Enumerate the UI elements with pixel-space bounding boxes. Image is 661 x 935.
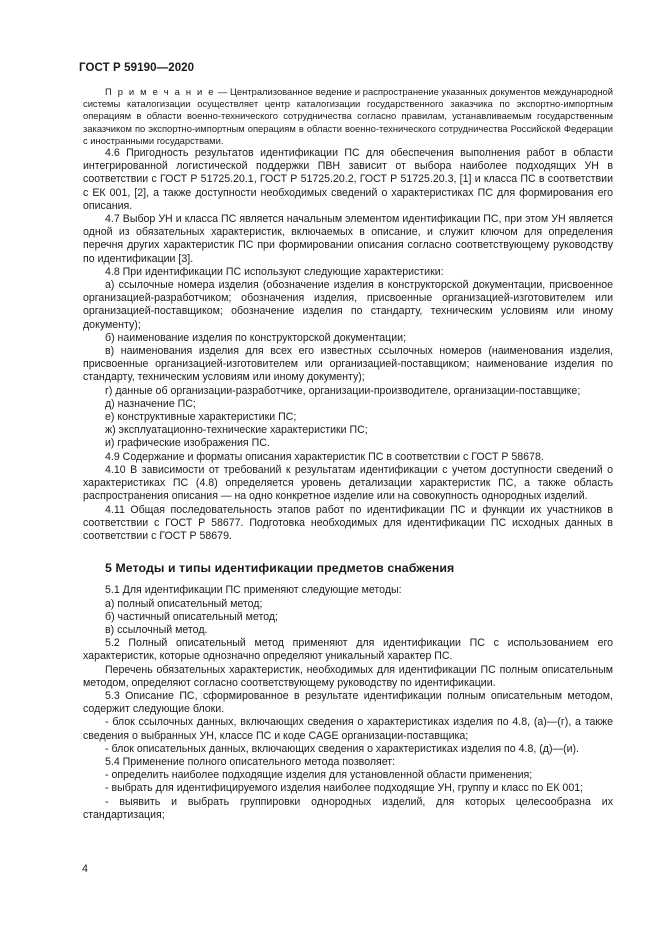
document-body — [83, 86, 613, 822]
paragraph-5-2: 5.2 Полный описательный метод применяют для идентификации ПС с использованием его характеристик, которые однозначно определяют уникальный характер ПС. — [83, 637, 613, 663]
paragraph-5-1: 5.1 Для идентификации ПС применяют следующие методы: — [105, 584, 402, 597]
document-code-header: ГОСТ Р 59190—2020 — [79, 62, 195, 74]
paragraph-4-11: 4.11 Общая последовательность этапов работ по идентификации ПС и функции их участников в соответствии с ГОСТ Р 58677. Подготовка необходимых для идентификации ПС исходных данных в соответствии с ГОСТ Р 58679. — [83, 503, 613, 542]
note-text: — Централизованное ведение и распространение указанных документов международной системы каталогизации осуществляет центр каталогизации государственного заказчика по экспортно-импортным операциям в области военно-технического сотрудничества согласно правилам, устанавливаемым государственным заказчиком по экспортно-импортным операциям в области военно-технического сотрудничества Российской Федерации с иностранными государствами. — [83, 86, 613, 146]
list-item-5-1-b: б) частичный описательный метод; — [105, 610, 279, 623]
list-item-4-8-a: а) ссылочные номера изделия (обозначение изделия в конструкторской документации, присвоенное организацией-разработчиком; обозначения изделия, присвоенные организацией-изготовителем или организацией-поставщиком; обозначение изделия по стандарту, техническим условиям или иному документу); — [83, 279, 613, 331]
note-paragraph — [83, 86, 613, 147]
paragraph-4-7: 4.7 Выбор УН и класса ПС является начальным элементом идентификации ПС, при этом УН является одной из обязательных характеристик, включаемых в описание, и служит ключом для определения перечня других характеристик ПС при формировании описания согласно соответствующему руководству по идентификации [3]. — [83, 213, 613, 265]
list-item-4-8-zh: ж) эксплуатационно-технические характеристики ПС; — [105, 424, 368, 437]
list-item-4-8-d: д) назначение ПС; — [105, 397, 196, 410]
list-item-4-8-b: б) наименование изделия по конструкторской документации; — [105, 331, 407, 344]
list-item-5-1-v: в) ссылочный метод. — [105, 623, 208, 636]
note-label: П р и м е ч а н и е — [105, 86, 216, 97]
page-number: 4 — [82, 863, 88, 875]
paragraph-4-10: 4.10 В зависимости от требований к результатам идентификации с учетом доступности сведений о характеристиках ПС (4.8) определяется уровень детализации характеристик ПС, а также область распространения описания — на одно конкретное изделие или на совокупность однородных изделий. — [83, 463, 613, 503]
list-item-5-4-2: - выбрать для идентифицируемого изделия наиболее подходящие УН, группу и класс по ЕК 001; — [105, 782, 584, 795]
list-item-4-8-g: г) данные об организации-разработчике, организации-производителе, организации-поставщике; — [105, 384, 581, 397]
paragraph-4-8: 4.8 При идентификации ПС используют следующие характеристики: — [105, 265, 444, 278]
list-item-4-8-i: и) графические изображения ПС. — [105, 437, 270, 450]
list-item-5-3-descriptive: - блок описательных данных, включающих сведения о характеристиках изделия по 4.8, (д)—(и). — [105, 742, 579, 755]
list-item-5-3-reference: - блок ссылочных данных, включающих сведения о характеристиках изделия по 4.8, (а)—(г), а также сведения о выбранных УН, классе ПС и коде CAGE организации-поставщика; — [83, 716, 613, 742]
paragraph-5-3: 5.3 Описание ПС, сформированное в результате идентификации полным описательным методом, содержит следующие блоки. — [83, 689, 613, 716]
list-item-5-1-a: а) полный описательный метод; — [105, 597, 263, 610]
paragraph-5-2-list: Перечень обязательных характеристик, необходимых для идентификации ПС полным описательным методом, определяют согласно соответствующему руководству по идентификации. — [83, 663, 613, 689]
paragraph-4-9: 4.9 Содержание и форматы описания характеристик ПС в соответствии с ГОСТ Р 58678. — [105, 450, 544, 463]
paragraph-4-6: 4.6 Пригодность результатов идентификации ПС для обеспечения выполнения работ в области интегрированной логистической поддержки ПВН зависит от выбора наиболее подходящих УН в соответствии с ГОСТ Р 51725.20.1, ГОСТ Р 51725.20.2, ГОСТ Р 51725.20.3, [1] и класса ПС в соответствии с ЕК 001, [2], а также доступности необходимых сведений о характеристиках ПС для формирования его описания. — [83, 147, 613, 212]
list-item-4-8-e: е) конструктивные характеристики ПС; — [105, 411, 297, 424]
list-item-5-4-3: - выявить и выбрать группировки однородных изделий, для которых целесообразна их стандартизация; — [83, 795, 613, 821]
paragraph-5-4: 5.4 Применение полного описательного метода позволяет: — [105, 755, 396, 768]
list-item-4-8-v: в) наименования изделия для всех его известных ссылочных номеров (наименования изделия, присвоенные организацией-изготовителем или организацией-поставщиком; наименование изделия по стандарту, техническим условиям или иному документу); — [83, 345, 613, 384]
section-5-title: 5 Методы и типы идентификации предметов снабжения — [105, 561, 455, 576]
list-item-5-4-1: - определить наиболее подходящие изделия для установленной области применения; — [105, 769, 533, 782]
